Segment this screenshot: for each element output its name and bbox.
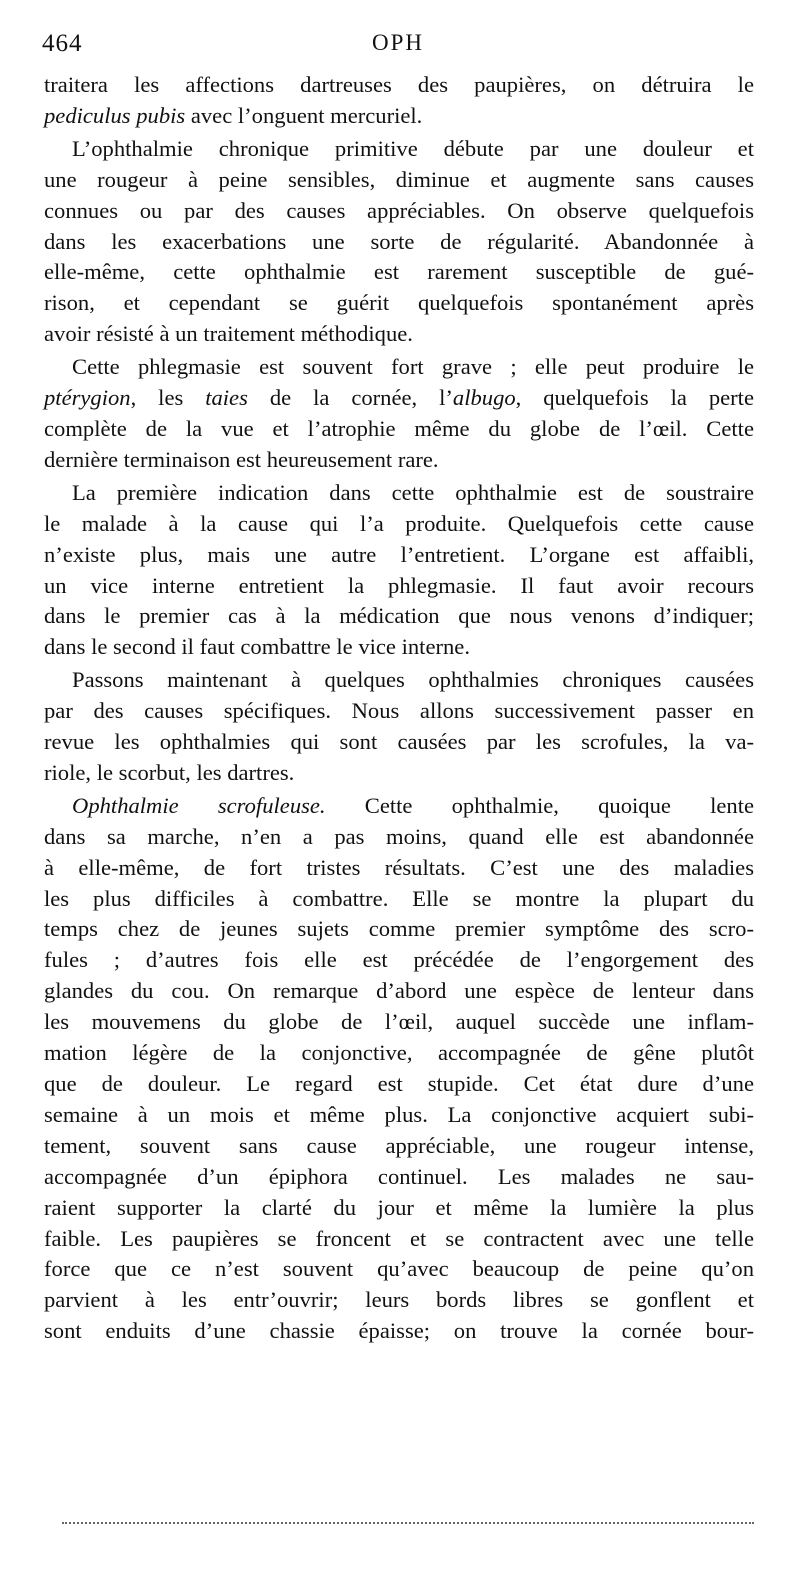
text-line	[44, 165, 754, 196]
paragraph	[44, 665, 754, 789]
text-line	[44, 509, 754, 540]
text-run: les mouvemens du globe de l’œil, auquel succède une inflam-	[44, 1009, 754, 1035]
text-line	[44, 791, 754, 822]
text-run: Cette phlegmasie est souvent fort grave ; elle peut produire le	[72, 354, 754, 380]
text-run: temps chez de jeunes sujets comme premier symptôme des scro-	[44, 916, 754, 942]
text-run: semaine à un mois et même plus. La conjonctive acquiert subi-	[44, 1101, 754, 1127]
text-run: dernière terminaison est heureusement rare.	[44, 446, 439, 472]
running-head: OPH	[371, 30, 424, 55]
page-header	[42, 30, 754, 66]
text-run: , quelquefois la perte	[515, 385, 754, 411]
text-run: tement, souvent sans cause appréciable, une rougeur intense,	[44, 1132, 754, 1158]
italic-text: albugo	[452, 385, 516, 411]
text-line	[44, 696, 754, 727]
text-line	[44, 478, 754, 509]
body-text	[44, 70, 754, 1349]
text-line	[44, 632, 754, 663]
text-run: faible. Les paupières se froncent et se contractent avec une telle	[44, 1225, 754, 1251]
text-run: les plus difficiles à combattre. Elle se montre la plupart du	[44, 885, 754, 911]
text-line	[44, 727, 754, 758]
text-run: dans sa marche, n’en a pas moins, quand elle est abandonnée	[44, 823, 754, 849]
text-line	[44, 1007, 754, 1038]
text-run: parvient à les entr’ouvrir; leurs bords libres se gonflent et	[44, 1287, 754, 1313]
text-line	[44, 134, 754, 165]
text-run: avec l’onguent mercuriel.	[185, 102, 423, 128]
text-run: n’existe plus, mais une autre l’entretient. L’organe est affaibli,	[44, 541, 754, 567]
text-line	[44, 1100, 754, 1131]
text-run: par des causes spécifiques. Nous allons successivement passer en	[44, 698, 754, 724]
text-run: sont enduits d’une chassie épaisse; on trouve la cornée bour-	[44, 1318, 754, 1344]
text-line	[44, 884, 754, 915]
italic-text: pediculus pubis	[44, 102, 186, 128]
text-run: La première indication dans cette ophthalmie est de soustraire	[72, 479, 754, 505]
text-line	[44, 319, 754, 350]
paragraph	[44, 134, 754, 350]
text-line	[44, 822, 754, 853]
text-run: une rougeur à peine sensibles, diminue et augmente sans causes	[44, 166, 754, 192]
text-run: complète de la vue et l’atrophie même du globe de l’œil. Cette	[44, 415, 754, 441]
text-line	[44, 914, 754, 945]
text-run: le malade à la cause qui l’a produite. Quelquefois cette cause	[44, 510, 754, 536]
text-run: que de douleur. Le regard est stupide. Cet état dure d’une	[44, 1071, 754, 1096]
paragraph	[44, 478, 754, 663]
text-run: Cette ophthalmie, quoique lente	[325, 792, 755, 818]
text-run: elle-même, cette ophthalmie est rarement susceptible de gué-	[44, 259, 754, 285]
text-line	[44, 1316, 754, 1347]
text-run: revue les ophthalmies qui sont causées par les scrofules, la va-	[44, 729, 754, 755]
text-line	[44, 601, 754, 632]
text-run: glandes du cou. On remarque d’abord une espèce de lenteur dans	[44, 978, 754, 1004]
text-line	[44, 101, 754, 132]
text-line	[44, 1038, 754, 1069]
text-line	[44, 1193, 754, 1224]
text-line	[44, 1162, 754, 1193]
italic-text: Ophthalmie scrofuleuse.	[72, 792, 326, 818]
text-line	[44, 1285, 754, 1316]
text-line	[44, 945, 754, 976]
text-run: de la cornée, l’	[247, 385, 453, 411]
text-line	[44, 1069, 754, 1100]
text-line	[44, 257, 754, 288]
text-run: connues ou par des causes appréciables. On observe quelquefois	[44, 197, 754, 223]
text-line	[44, 540, 754, 571]
text-line	[44, 1254, 754, 1285]
text-line	[44, 383, 754, 414]
text-run: fules ; d’autres fois elle est précédée de l’engorgement des	[44, 947, 754, 973]
text-run: dans le second il faut combattre le vice interne.	[44, 634, 470, 660]
text-line	[44, 288, 754, 319]
footer-rule	[62, 1522, 754, 1524]
text-run: Passons maintenant à quelques ophthalmies chroniques causées	[72, 667, 754, 693]
text-run: , les	[130, 385, 206, 411]
text-run: L’ophthalmie chronique primitive débute par une douleur et	[72, 135, 754, 161]
text-line	[44, 227, 754, 258]
text-run: force que ce n’est souvent qu’avec beaucoup de peine qu’on	[44, 1256, 754, 1282]
text-line	[44, 70, 754, 101]
text-line	[44, 665, 754, 696]
text-line	[44, 1131, 754, 1162]
text-run: un vice interne entretient la phlegmasie. Il faut avoir recours	[44, 572, 754, 598]
page-number: 464	[42, 30, 83, 57]
paragraph	[44, 70, 754, 132]
paragraph	[44, 352, 754, 476]
text-line	[44, 196, 754, 227]
paragraph	[44, 791, 754, 1347]
text-run: accompagnée d’un épiphora continuel. Les malades ne sau-	[44, 1163, 754, 1189]
text-line	[44, 571, 754, 602]
text-line	[44, 853, 754, 884]
text-run: avoir résisté à un traitement méthodique.	[44, 321, 413, 347]
text-run: dans le premier cas à la médication que nous venons d’indiquer;	[44, 603, 754, 629]
text-line	[44, 414, 754, 445]
text-run: traitera les affections dartreuses des paupières, on détruira le	[44, 72, 754, 97]
text-run: rison, et cependant se guérit quelquefois spontanément après	[44, 290, 754, 316]
text-run: riole, le scorbut, les dartres.	[44, 759, 295, 785]
text-line	[44, 352, 754, 383]
italic-text: ptérygion	[44, 385, 131, 411]
text-line	[44, 976, 754, 1007]
italic-text: taies	[205, 385, 248, 411]
text-run: à elle-même, de fort tristes résultats. C’est une des maladies	[44, 854, 754, 880]
text-line	[44, 1224, 754, 1255]
text-run: mation légère de la conjonctive, accompagnée de gêne plutôt	[44, 1040, 754, 1066]
text-line	[44, 445, 754, 476]
text-run: dans les exacerbations une sorte de régularité. Abandonnée à	[44, 228, 754, 254]
text-line	[44, 758, 754, 789]
text-run: raient supporter la clarté du jour et même la lumière la plus	[44, 1194, 754, 1220]
